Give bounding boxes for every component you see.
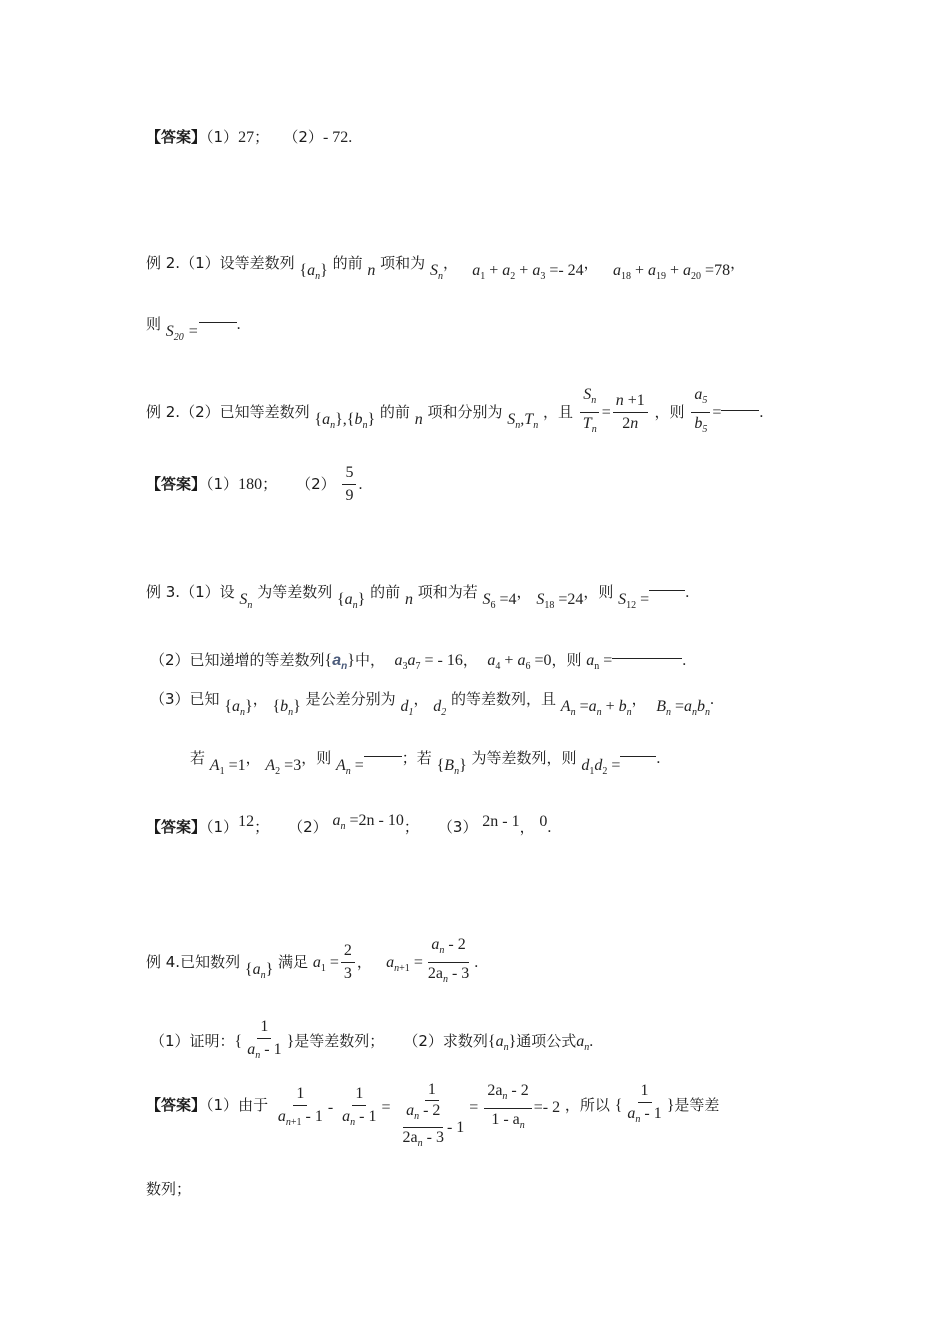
part-2-label: （2）: [288, 818, 328, 836]
question-2: （2）求数列: [403, 1032, 488, 1050]
fraction: $\frac{1}{a_n - 1}$: [627, 1082, 662, 1125]
answer-value: 2n - 1: [482, 813, 520, 830]
text: 中，: [354, 651, 385, 669]
fraction: $\frac{2a_n - 2}{1 - a_n}$: [484, 1080, 531, 1137]
example-label: 例 3.（1）设: [146, 583, 235, 601]
example-3-part-2: （2）已知递增的等差数列$\{a_n\}$中， $a_3a_7$ = - 16， $a_4 + a_6 =0$，则 $a_n$ = .: [150, 648, 686, 678]
text: 为等差数列，则: [471, 749, 577, 767]
text: 是等差: [674, 1096, 720, 1114]
answer-value: - 72: [322, 129, 349, 146]
example-3-part-1: 例 3.（1）设 $S_n$ 为等差数列 $\{a_n\}$ 的前 n 项和为若 $S_6 =4$， $S_{18} =24$，则 $S_{12}$ = .: [146, 580, 689, 610]
text: 通项公式: [516, 1032, 577, 1050]
example-3-part-3: （3）已知 $\{a_n\}$， $\{b_n\}$ 是公差分别为 $d_1$， $d_2$ 的等差数列，且 $A_n =a_n + b_n$， $B_n =a_nb_n$.: [150, 690, 714, 718]
part-1-label: （1）: [206, 818, 239, 836]
example-4: 例 4.已知数列 $\{a_n\}$ 满足 $a_1$ = $\frac{2}{3}$ ， $a_{n+1}$ = $\frac{a_n - 2}{2a_n - 3}$ .: [146, 934, 478, 991]
answer-3: 【答案】（1）12； （2） $a_n =2n - 10$； （3） 2n - 1， 0.: [146, 812, 552, 836]
answer-blank: [721, 400, 759, 411]
equation-value: =78: [705, 262, 731, 279]
answer-blank: [199, 312, 237, 323]
text: 为等差数列: [257, 583, 333, 601]
text: 的前: [379, 403, 410, 421]
fraction: $\frac{a_n - 2}{2a_n - 3}$: [427, 936, 470, 985]
text: 的等差数列，且: [451, 690, 557, 708]
answer-fraction: $\frac{5}{9}$: [342, 462, 356, 507]
example-label: 例 4.已知数列: [146, 953, 241, 971]
example-4-questions: （1）证明：{ $\frac{1}{a_n - 1}$ }是等差数列； （2）求数列$\{a_n\}$通项公式$a_n$.: [150, 1016, 593, 1067]
answer-label: 【答案】: [146, 475, 207, 493]
text: 项和为若: [417, 583, 478, 601]
part-1-label: （1）: [206, 475, 239, 493]
text: 数列；: [146, 1180, 192, 1198]
answer-value: 12: [238, 813, 255, 830]
part-2-label: （2）: [296, 475, 336, 493]
answer-4-continuation: [146, 1178, 191, 1200]
answer-value: 0: [539, 813, 548, 830]
example-3-part-3-ask: 若 $A_1 =1$， $A_2 =3$，则 $A_n$ = ；若 $\{B_n\}$ 为等差数列，则 $d_1d_2$ = .: [190, 746, 660, 776]
answer-label: 【答案】: [146, 128, 207, 146]
fraction: $\frac{1}{a_{n+1} - 1}$: [277, 1085, 323, 1128]
question-1: （1）证明：: [150, 1032, 235, 1050]
answer-value: 27: [238, 129, 255, 146]
text: 满足: [278, 953, 309, 971]
part-1-label: （1）: [206, 128, 239, 146]
answer-blank: [612, 648, 682, 659]
text: 的前: [370, 583, 401, 601]
text: ，则: [551, 651, 582, 669]
answer-1: 【答案】（1）27； （2）- 72.: [146, 128, 353, 146]
example-2-part-1: 例 2.（1）设等差数列 $\{a_n\}$ 的前 n 项和为 $S_n$， $a_1 + a_2 + a_3 =- 24$， $a_{18} + a_{19} + a_{20} =78$，: [146, 254, 746, 282]
text: （3）已知: [150, 690, 220, 708]
text: ，则: [583, 583, 614, 601]
answer-label: 【答案】: [146, 1096, 207, 1114]
answer-4: 【答案】（1）由于 $\frac{1}{a_{n+1} - 1}$ - $\frac{1}{a_n - 1}$ = 1 $\frac{a_n - 2}{2a_n - 3}$ - 1 = $\frac{2a_n - 2}{1 - a_n}$ =- 2 ，所以 { $\frac{1}{a_n - 1}$ }是等差: [146, 1080, 719, 1154]
fraction: $\frac{2}{3}$: [341, 940, 355, 985]
fraction: $\frac{S_n}{T_n}$: [580, 384, 600, 441]
part-1-label: （1）: [206, 1096, 239, 1114]
equation-value: =- 24: [549, 262, 584, 279]
text: ，则: [654, 403, 685, 421]
answer-blank: [364, 746, 402, 757]
text: 是公差分别为: [305, 690, 396, 708]
fraction: $\frac{1}{a_n - 1}$: [342, 1085, 377, 1128]
example-label: 例 2.（1）设等差数列: [146, 254, 295, 272]
text: 项和为: [380, 254, 426, 272]
example-label: 例 2.（2）已知等差数列: [146, 403, 310, 421]
example-2-part-1-ask: 则 $S_{20}$ = .: [146, 312, 241, 342]
part-3-label: （3）: [437, 818, 478, 836]
answer-blank: [620, 746, 656, 757]
part-2-label: （2）: [283, 128, 323, 146]
text: 是等差数列；: [294, 1032, 385, 1050]
text: 若: [190, 749, 206, 767]
fraction: $\frac{a_5}{b_5}$: [691, 384, 710, 441]
fraction: $\frac{1}{a_n - 1}$: [247, 1018, 282, 1061]
answer-2: 【答案】（1）180； （2） $\frac{5}{9}$ .: [146, 462, 362, 507]
fraction: $\frac{n +1}{2n}$: [613, 390, 648, 435]
text: ，且: [542, 403, 573, 421]
text: 则: [146, 315, 162, 333]
text: 的前: [332, 254, 363, 272]
text: 由于: [238, 1096, 269, 1114]
text: （2）已知递增的等差数列: [150, 651, 325, 669]
text: ，所以: [564, 1096, 610, 1114]
answer-label: 【答案】: [146, 818, 207, 836]
example-2-part-2: 例 2.（2）已知等差数列 $\{a_n\},\{b_n\}$ 的前 n 项和分别为 $S_n,T_n$ ，且 $\frac{S_n}{T_n}$ = $\frac{n +1}{2n}$ ，则 $\frac{a_5}{b_5}$ = .: [146, 384, 763, 441]
nested-fraction: 1 $\frac{a_n - 2}{2a_n - 3}$ - 1: [402, 1081, 465, 1149]
answer-value: 180: [238, 476, 263, 493]
text: ；若: [401, 749, 432, 767]
answer-blank: [649, 580, 685, 591]
text: 项和分别为: [427, 403, 503, 421]
